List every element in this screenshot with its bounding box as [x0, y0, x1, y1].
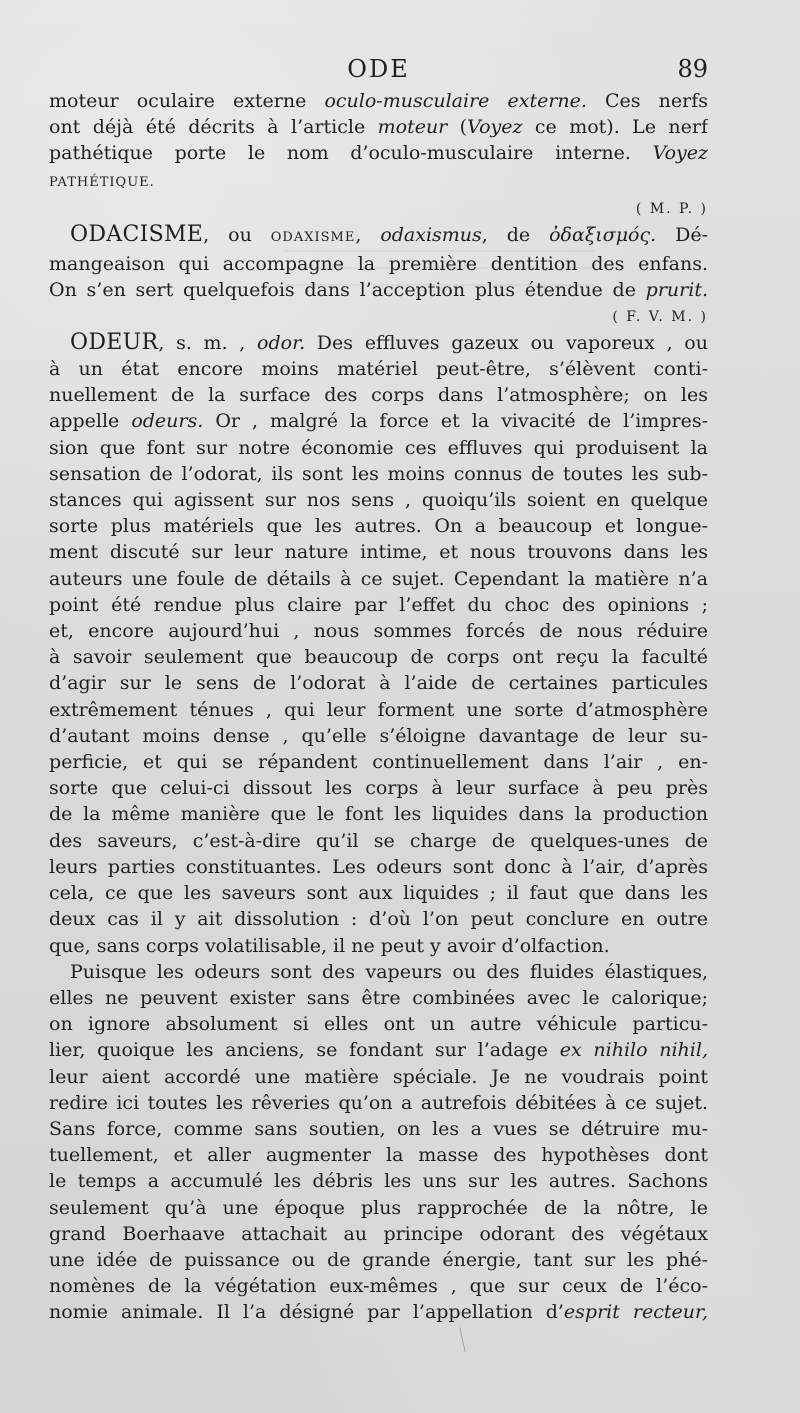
text-run: pathétique porte le nom d’oculo-musculaire interne.: [49, 142, 653, 165]
running-head: ODE: [347, 55, 410, 83]
text-line: auteurs une foule de détails à ce sujet. Cependant la matière n’a: [49, 567, 708, 590]
text-line: [49, 114, 708, 140]
entry-line: [49, 330, 708, 356]
italic-term: odaxismus: [380, 224, 482, 247]
italic-term: odor.: [257, 331, 306, 354]
text-run: nomie animale. Il l’a désigné par l’appellation d’: [49, 1301, 564, 1324]
entry-headword: ODACISME: [70, 222, 204, 248]
text-line: on ignore absolument si elles ont un autre véhicule particu-: [49, 1013, 708, 1036]
text-run: ce mot). Le nerf: [522, 116, 708, 139]
text-line: elles ne peuvent exister sans être combinées avec le calorique;: [49, 986, 708, 1009]
text-line: deux cas il y ait dissolution : d’où l’on peut conclure en outre: [49, 908, 708, 931]
text-line: [49, 1037, 708, 1063]
text-run: Des effluves gazeux ou vaporeux , ou: [305, 331, 708, 354]
paper-mark: [459, 1327, 468, 1352]
text-line: redire ici toutes les rêveries qu’on a autrefois débitées à ce sujet.: [49, 1091, 708, 1114]
text-line: leur aient accordé une matière spéciale. Je ne voudrais point: [49, 1065, 708, 1088]
text-run: lier, quoique les anciens, se fondant sur l’adage: [49, 1039, 560, 1062]
text-run: , s. m. ,: [158, 331, 258, 354]
paragraph-line: Puisque les odeurs sont des vapeurs ou des fluides élastiques,: [70, 960, 708, 983]
text-line: grand Boerhaave attachait au principe odorant des végétaux: [49, 1222, 708, 1245]
text-line: ment discuté sur leur nature intime, et nous trouvons dans les: [49, 541, 708, 564]
text-line: extrêmement ténues , qui leur forment une sorte d’atmosphère: [49, 698, 708, 721]
text-line: seulement qu’à une époque plus rapprochée de la nôtre, le: [49, 1196, 708, 1219]
text-run: (: [447, 116, 468, 139]
text-run: Ces nerfs: [586, 90, 708, 112]
small-caps-reference: PATHÉTIQUE.: [49, 174, 155, 190]
latin-adage: ex nihilo nihil,: [559, 1039, 708, 1062]
italic-reference: Voyez: [652, 142, 708, 165]
italic-reference: Voyez: [467, 116, 523, 139]
text-line: [49, 1299, 708, 1325]
greek-term: ὀδαξισμός.: [549, 224, 657, 247]
text-run: Or , malgré la force et la vivacité de l’impres-: [203, 410, 708, 433]
text-line: de la même manière que le font les liquides dans la production: [49, 803, 708, 826]
author-signature: ( M. P. ): [635, 200, 708, 217]
text-run: , ou: [203, 224, 271, 247]
text-line: sion que font sur notre économie ces effluves qui produisent la: [49, 436, 708, 459]
text-line: cela, ce que les saveurs sont aux liquides ; il faut que dans les: [49, 882, 708, 905]
text-run: Dé-: [656, 224, 708, 247]
text-line: à un état encore moins matériel peut-être, s’élèvent conti-: [49, 358, 708, 381]
text-line: nomènes de la végétation eux-mêmes , que sur ceux de l’éco-: [49, 1275, 708, 1298]
text-run: appelle: [49, 410, 132, 433]
italic-term: odeurs.: [131, 410, 204, 433]
text-line: sorte plus matériels que les autres. On a beaucoup et longue-: [49, 515, 708, 538]
author-signature: ( F. V. M. ): [612, 308, 708, 325]
text-line: le temps a accumulé les débris les uns sur les autres. Sachons: [49, 1170, 708, 1193]
text-line: [49, 408, 708, 434]
text-run: , de: [481, 224, 550, 247]
text-run: moteur oculaire externe: [49, 90, 325, 112]
text-run: ,: [355, 224, 381, 247]
italic-term: moteur: [377, 116, 448, 139]
entry-headword: ODEUR: [70, 329, 159, 355]
italic-term: oculo-musculaire externe.: [324, 90, 587, 112]
text-line: nuellement de la surface des corps dans l’atmosphère; on les: [49, 384, 708, 407]
text-line: que, sans corps volatilisable, il ne peut y avoir d’olfaction.: [49, 934, 610, 957]
text-line: [49, 140, 708, 166]
text-line: mangeaison qui accompagne la première dentition des enfans.: [49, 253, 708, 276]
text-line: Sans force, comme sans soutien, on les a vues se détruire mu-: [49, 1117, 708, 1140]
text-line: une idée de puissance ou de grande énergie, tant sur les phé-: [49, 1248, 708, 1271]
text-line: et, encore aujourd’hui , nous sommes forcés de nous réduire: [49, 620, 708, 643]
text-line: des saveurs, c’est-à-dire qu’il se charge de quelques-unes de: [49, 829, 708, 852]
text-run: On s’en sert quelquefois dans l’acception plus étendue de: [49, 279, 646, 302]
page-header: [49, 52, 708, 86]
text-line: à savoir seulement que beaucoup de corps ont reçu la faculté: [49, 646, 708, 669]
text-line: stances qui agissent sur nos sens , quoiqu’ils soient en quelque: [49, 489, 708, 512]
text-line: leurs parties constituantes. Les odeurs sont donc à l’air, d’après: [49, 855, 708, 878]
text-line: [49, 277, 708, 303]
entry-line: [49, 222, 708, 251]
text-run: ont déjà été décrits à l’article: [49, 116, 378, 139]
text-line: d’autant moins dense , qu’elle s’éloigne davantage de leur su-: [49, 724, 708, 747]
page-number: 89: [677, 55, 708, 83]
text-line: sensation de l’odorat, ils sont les moins connus de toutes les sub-: [49, 462, 708, 485]
text-line: sorte que celui-ci dissout les corps à leur surface à peu près: [49, 777, 708, 800]
text-line: d’agir sur le sens de l’odorat à l’aide de certaines particules: [49, 672, 708, 695]
text-line: point été rendue plus claire par l’effet du choc des opinions ;: [49, 593, 708, 616]
italic-term: esprit recteur,: [563, 1301, 708, 1324]
text-line: [49, 88, 708, 114]
italic-term: prurit.: [645, 279, 708, 302]
small-caps-term: ODAXISME: [270, 230, 356, 246]
text-line: [49, 167, 708, 196]
text-line: perficie, et qui se répandent continuellement dans l’air , en-: [49, 751, 708, 774]
text-line: tuellement, et aller augmenter la masse des hypothèses dont: [49, 1144, 708, 1167]
